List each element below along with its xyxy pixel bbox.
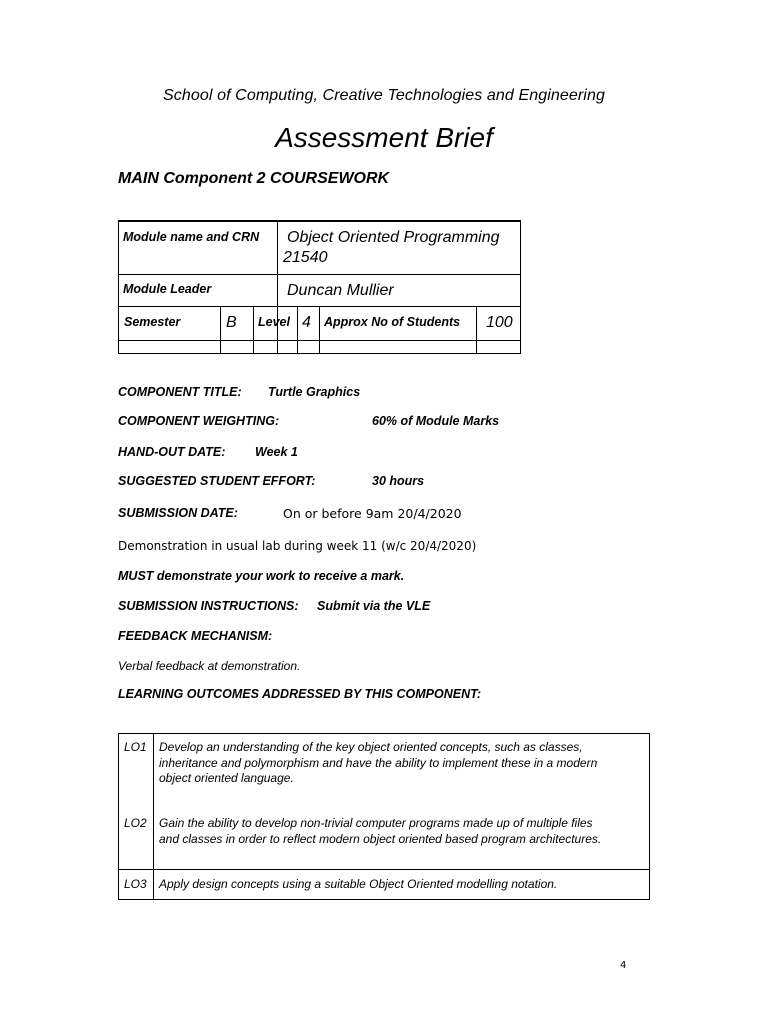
lo-description: Develop an understanding of the key object oriented concepts, such as classes, inheritance and polymorphism and have the ability to implement these in a modern object oriented language. <box>159 740 598 785</box>
learning-outcomes-table <box>118 733 650 900</box>
col-divider <box>277 222 278 306</box>
submission-instructions-value: Submit via the VLE <box>317 599 431 613</box>
component-title-label: COMPONENT TITLE: <box>118 385 242 399</box>
module-leader-value: Duncan Mullier <box>287 282 394 299</box>
module-name-label: Module name and CRN <box>123 230 260 244</box>
weighting-label: COMPONENT WEIGHTING: <box>118 414 280 428</box>
submission-date-value: On or before 9am 20/4/2020 <box>283 506 462 521</box>
lo-code: LO1 <box>124 740 147 754</box>
col-divider <box>253 306 254 354</box>
submission-date-label: SUBMISSION DATE: <box>118 506 238 520</box>
module-crn-value: 21540 <box>283 249 328 266</box>
module-info-table <box>118 220 521 354</box>
col-divider <box>297 306 298 354</box>
lo-code: LO3 <box>124 877 147 891</box>
must-demonstrate-note: MUST demonstrate your work to receive a mark. <box>118 569 405 583</box>
page-number: 4 <box>620 960 627 971</box>
learning-outcomes-heading: LEARNING OUTCOMES ADDRESSED BY THIS COMPONENT: <box>118 687 481 701</box>
lo-description: Apply design concepts using a suitable Object Oriented modelling notation. <box>159 877 558 891</box>
lo-description: Gain the ability to develop non-trivial computer programs made up of multiple files and classes in order to reflect modern object oriented based program architectures. <box>159 816 602 846</box>
col-divider <box>319 306 320 354</box>
feedback-value: Verbal feedback at demonstration. <box>118 659 301 673</box>
school-name: School of Computing, Creative Technologies and Engineering <box>163 87 605 104</box>
students-label: Approx No of Students <box>324 315 461 329</box>
col-divider <box>476 306 477 354</box>
col-divider <box>277 306 278 354</box>
handout-value: Week 1 <box>255 445 298 459</box>
module-leader-label: Module Leader <box>123 282 212 296</box>
col-divider <box>220 306 221 354</box>
level-value: 4 <box>302 314 311 331</box>
semester-label: Semester <box>124 315 181 329</box>
effort-label: SUGGESTED STUDENT EFFORT: <box>118 474 316 488</box>
component-heading: MAIN Component 2 COURSEWORK <box>118 170 390 187</box>
page-title: Assessment Brief <box>275 122 493 153</box>
component-title-value: Turtle Graphics <box>268 385 361 399</box>
lo-code: LO2 <box>124 816 147 830</box>
feedback-label: FEEDBACK MECHANISM: <box>118 629 273 643</box>
module-name-value: Object Oriented Programming <box>287 229 500 246</box>
effort-value: 30 hours <box>372 474 425 488</box>
weighting-value: 60% of Module Marks <box>372 414 500 428</box>
row-divider <box>119 869 649 870</box>
col-divider <box>153 734 154 899</box>
row-divider <box>119 274 520 275</box>
handout-label: HAND-OUT DATE: <box>118 445 226 459</box>
semester-value: B <box>226 314 237 331</box>
level-label: Level <box>258 315 290 329</box>
students-value: 100 <box>486 314 513 331</box>
submission-instructions-label: SUBMISSION INSTRUCTIONS: <box>118 599 299 613</box>
demonstration-note: Demonstration in usual lab during week 11 (w/c 20/4/2020) <box>118 539 477 553</box>
